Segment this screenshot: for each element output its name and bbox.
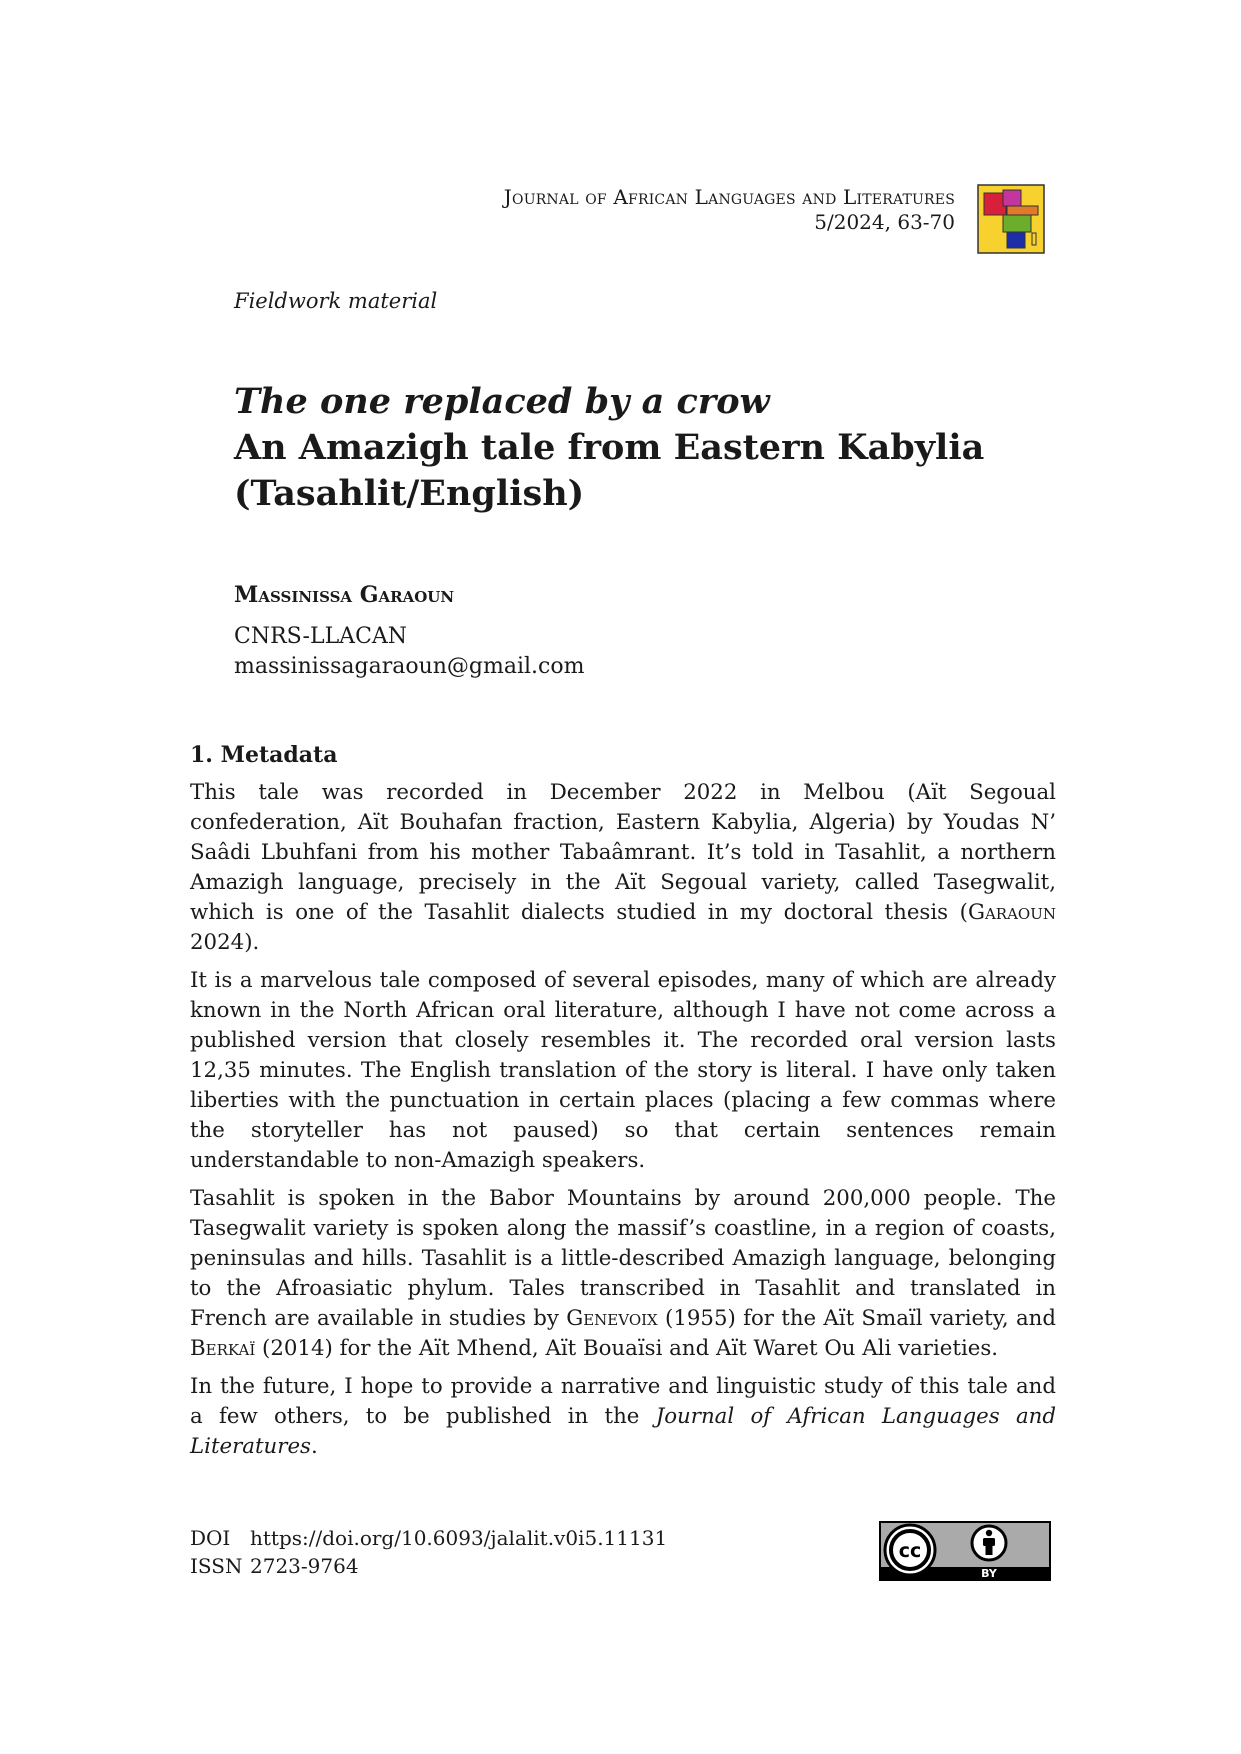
doi-line bbox=[190, 1524, 667, 1552]
paragraph-2: It is a marvelous tale composed of several episodes, many of which are already known in the North African oral literature, although I have not come across a published version that closely resembles it. The recorded oral version lasts 12,35 minutes. The English translation of the story is literal. I have only taken liberties with the punctuation in certain places (placing a few commas where the storyteller has not paused) so that certain sentences remain understandable to non-Amazigh speakers. bbox=[190, 968, 1056, 1173]
doi-label: DOI bbox=[190, 1526, 231, 1550]
title-line-1: The one replaced by a crow bbox=[234, 381, 770, 422]
author-name-text: Massinissa Garaoun bbox=[234, 582, 455, 608]
article-title bbox=[234, 379, 1054, 517]
title-line-2: An Amazigh tale from Eastern Kabylia bbox=[234, 427, 985, 468]
citation-genevoix: Genevoix bbox=[566, 1306, 658, 1331]
author-name bbox=[234, 582, 454, 608]
footer bbox=[190, 1524, 667, 1580]
issn-label: ISSN bbox=[190, 1554, 243, 1578]
section-heading: 1. Metadata bbox=[190, 742, 338, 768]
author-email: massinissagaraoun@gmail.com bbox=[234, 654, 585, 679]
author-affiliation-block bbox=[234, 622, 584, 682]
journal-header bbox=[504, 185, 955, 235]
journal-name-italic: Journal of African Languages and Literatures bbox=[190, 1404, 1056, 1459]
citation-berkai: Berkaï bbox=[190, 1336, 256, 1361]
paragraph-1: This tale was recorded in December 2022 in Melbou (Aït Segoual confederation, Aït Bouhafan fraction, Eastern Kabylia, Algeria) by Youdas N’ Saâdi Lbuhfani from his mother Tabaâmrant. It’s told in Tasahlit, a northern Amazigh language, precisely in the Aït Segoual variety, called Tasegwalit, which is one of the Tasahlit dialects studied in my doctoral thesis (Garaoun 2024). bbox=[190, 780, 1056, 955]
title-line-3: (Tasahlit/English) bbox=[234, 473, 585, 514]
issn-line bbox=[190, 1552, 667, 1580]
journal-issue: 5/2024, 63-70 bbox=[814, 210, 955, 234]
author-affiliation: CNRS-LLACAN bbox=[234, 624, 408, 649]
issn-value: 2723-9764 bbox=[250, 1554, 359, 1578]
doi-link[interactable]: https://doi.org/10.6093/jalalit.v0i5.11131 bbox=[250, 1526, 668, 1550]
paragraph-4: In the future, I hope to provide a narrative and linguistic study of this tale and a few others, to be published in the Journal of African Languages and Literatures. bbox=[190, 1374, 1056, 1459]
journal-logo-icon bbox=[977, 184, 1045, 254]
paragraph-3: Tasahlit is spoken in the Babor Mountains by around 200,000 people. The Tasegwalit variety is spoken along the massif’s coastline, in a region of coasts, peninsulas and hills. Tasahlit is a little-described Amazigh language, belonging to the Afroasiatic phylum. Tales transcribed in Tasahlit and translated in French are available in studies by Genevoix (1955) for the Aït Smaïl variety, and Berkaï (2014) for the Aït Mhend, Aït Bouaïsi and Aït Waret Ou Ali varieties. bbox=[190, 1186, 1056, 1361]
citation-garaoun: Garaoun bbox=[967, 900, 1056, 925]
svg-text:cc: cc bbox=[898, 1540, 922, 1562]
journal-title: Journal of African Languages and Literatures bbox=[503, 185, 955, 209]
article-body bbox=[190, 740, 1056, 1470]
section-type-label: Fieldwork material bbox=[234, 289, 438, 313]
cc-by-license-icon[interactable] bbox=[878, 1520, 1052, 1582]
cc-by-label: BY bbox=[981, 1567, 997, 1580]
